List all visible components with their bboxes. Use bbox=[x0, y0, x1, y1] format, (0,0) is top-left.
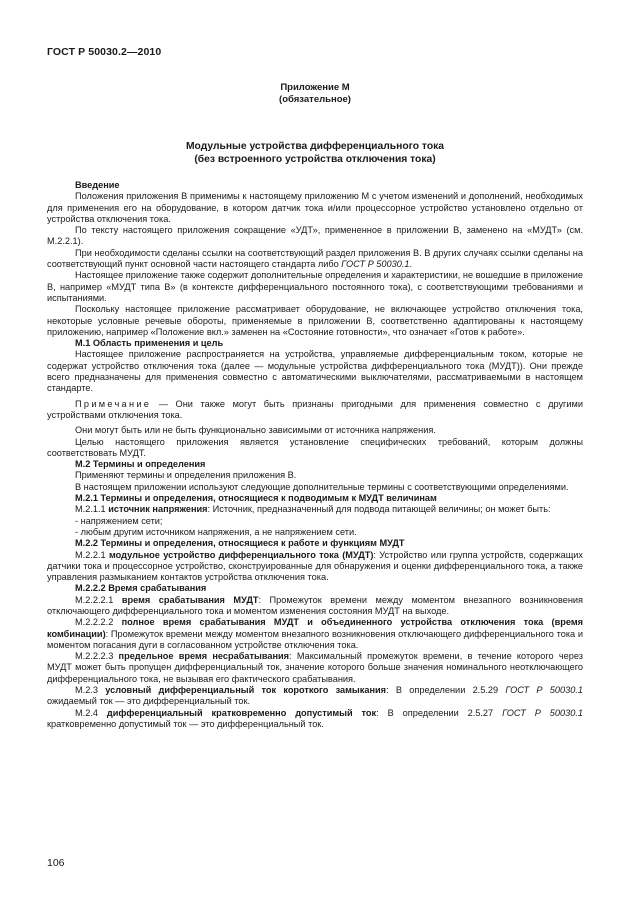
definition-m23 bbox=[47, 685, 583, 708]
list-item-dash-2: - любым другим источником напряжения, а не напряжением сети. bbox=[75, 526, 357, 537]
section-m21-heading: М.2.1 Термины и определения, относящиеся к подводимым к МУДТ величинам bbox=[75, 493, 437, 504]
m2221-text: : Промежуток времени между моментом внезапного возникновения отключающего дифференциального тока и моментом изменения состояния МУДТ на выходе. bbox=[47, 594, 584, 616]
m24-text-a: : В определении 2.5.27 bbox=[376, 707, 503, 718]
m2-paragraph-1: Применяют термины и определения приложения В. bbox=[75, 470, 297, 481]
m2222-number: М.2.2.2.2 bbox=[75, 617, 122, 628]
m2221-term: время срабатывания МУДТ bbox=[121, 594, 259, 605]
m23-text-a: : В определении 2.5.29 bbox=[386, 685, 506, 696]
definition-m2221 bbox=[47, 595, 583, 618]
definition-m221 bbox=[47, 550, 583, 584]
definition-m24 bbox=[47, 708, 583, 731]
intro-paragraph-5: Поскольку настоящее приложение рассматривает оборудование, не включающее устройство отключения тока, некоторые условные речевые обороты, применяемые в приложении В, соответственно адаптированы к настоящему приложению, например «Положение вкл.» заменен на «Состояние готовности», что означает «Готов к работе». bbox=[47, 304, 583, 337]
page-number: 106 bbox=[47, 857, 65, 869]
annex-status: (обязательное) bbox=[279, 94, 351, 105]
m1-paragraph-3: Целью настоящего приложения является установление специфических требований, которым должны соответствовать МУДТ. bbox=[47, 436, 583, 458]
m1-paragraph-2: Они могут быть или не быть функционально зависимыми от источника напряжения. bbox=[75, 425, 436, 436]
m211-term: источник напряжения bbox=[108, 504, 208, 515]
intro-paragraph-4: Настоящее приложение также содержит дополнительные определения и характеристики, не вошедшие в приложение В, например «МУДТ типа В» (в контексте дифференциального постоянного тока), с соответствующими требованиями и испытаниями. bbox=[47, 270, 584, 303]
document-body bbox=[47, 180, 583, 730]
m23-number: М.2.3 bbox=[75, 685, 106, 696]
definition-m211 bbox=[47, 504, 583, 515]
m2221-number: М.2.2.2.1 bbox=[75, 594, 122, 605]
m23-term: условный дифференциальный ток короткого замыкания bbox=[105, 685, 387, 696]
note-text: — Они также могут быть признаны пригодными для применения совместно с другими устройствами отключения тока. bbox=[47, 398, 583, 420]
m2-paragraph-2: В настоящем приложении используют следующие дополнительные термины с соответствующими определениями. bbox=[75, 481, 569, 492]
section-m22-heading: М.2.2 Термины и определения, относящиеся к работе и функциям МУДТ bbox=[75, 538, 405, 549]
document-title bbox=[47, 140, 583, 166]
note-label: Примечание bbox=[75, 398, 152, 409]
standard-header: ГОСТ Р 50030.2—2010 bbox=[47, 46, 162, 58]
m2222-term: полное время срабатывания МУДТ и объединенного устройства отключения тока (время комбинации) bbox=[47, 617, 583, 639]
m211-text: : Источник, предназначенный для подвода питающей величины; он может быть: bbox=[207, 504, 551, 515]
intro-p3-end: . bbox=[409, 259, 413, 270]
intro-p3-reference: ГОСТ Р 50030.1 bbox=[341, 259, 410, 270]
m24-text-b: кратковременно допустимый ток — это дифференциальный ток. bbox=[47, 718, 324, 729]
list-item-dash-1: - напряжением сети; bbox=[75, 515, 163, 526]
m1-note bbox=[47, 399, 583, 422]
annex-title: Приложение М bbox=[280, 82, 350, 93]
m24-number: М.2.4 bbox=[75, 707, 107, 718]
m221-term: модульное устройство дифференциального тока (МУДТ) bbox=[109, 549, 374, 560]
m221-number: М.2.2.1 bbox=[75, 549, 109, 560]
m24-term: дифференциальный кратковременно допустимый ток bbox=[106, 707, 377, 718]
section-m222-heading: М.2.2.2 Время срабатывания bbox=[75, 583, 207, 594]
m2223-number: М.2.2.2.3 bbox=[75, 651, 119, 662]
definition-m2223 bbox=[47, 651, 583, 685]
m211-number: М.2.1.1 bbox=[75, 504, 109, 515]
m2222-text: : Промежуток времени между моментом внезапного возникновения отключающего дифференциального тока и моментом погасания дуги в согласованном устройстве отключения тока. bbox=[47, 628, 583, 650]
title-line-2: (без встроенного устройства отключения тока) bbox=[194, 154, 436, 165]
m1-paragraph-1: Настоящее приложение распространяется на устройства, управляемые дифференциальным током, которые не содержат устройство отключения тока (далее — модульные устройства дифференциального тока (МУДТ)). Они прежде всего предназначены для применения совместно с автоматическими выключателями, рассматриваемыми в настоящем стандарте. bbox=[47, 349, 583, 394]
m221-text: : Устройство или группа устройств, содержащих датчики тока и процессорное устройство, сконструированные для обнаружения и оценки дифференциального тока, а также управления размыканием контактов устройства отключения тока. bbox=[47, 549, 583, 583]
m24-reference: ГОСТ Р 50030.1 bbox=[502, 707, 583, 718]
m23-text-b: ожидаемый ток — это дифференциальный ток. bbox=[47, 696, 251, 707]
m2223-term: предельное время несрабатывания bbox=[118, 651, 290, 662]
intro-paragraph-3 bbox=[47, 248, 583, 271]
definition-m2222 bbox=[47, 617, 583, 651]
intro-paragraph-2: По тексту настоящего приложения сокращение «УДТ», примененное в приложении В, заменено на «МУДТ» (см. М.2.2.1). bbox=[47, 225, 583, 247]
intro-paragraph-1: Положения приложения В применимы к настоящему приложению М с учетом изменений и дополнений, необходимых для применения его на оборудование, в котором датчик тока и/или процессорное устройство установлено отдельно от устройства отключения тока. bbox=[47, 191, 583, 224]
intro-p3-text: При необходимости сделаны ссылки на соответствующий раздел приложения В. В других случаях ссылки сделаны на соответствующий пункт основной части настоящего стандарта либо bbox=[47, 247, 583, 270]
m2223-text: : Максимальный промежуток времени, в течение которого через МУДТ может быть пропущен дифференциальный ток, значение которого больше значения номинального неотключающего дифференциального тока, не вызывая его фактического срабатывания. bbox=[47, 651, 583, 684]
m23-reference: ГОСТ Р 50030.1 bbox=[505, 685, 583, 696]
title-line-1: Модульные устройства дифференциального тока bbox=[185, 141, 444, 152]
intro-heading: Введение bbox=[75, 180, 120, 190]
annex-heading bbox=[47, 82, 583, 106]
section-m2-heading: М.2 Термины и определения bbox=[75, 459, 206, 470]
section-m1-heading: М.1 Область применения и цель bbox=[75, 338, 224, 349]
